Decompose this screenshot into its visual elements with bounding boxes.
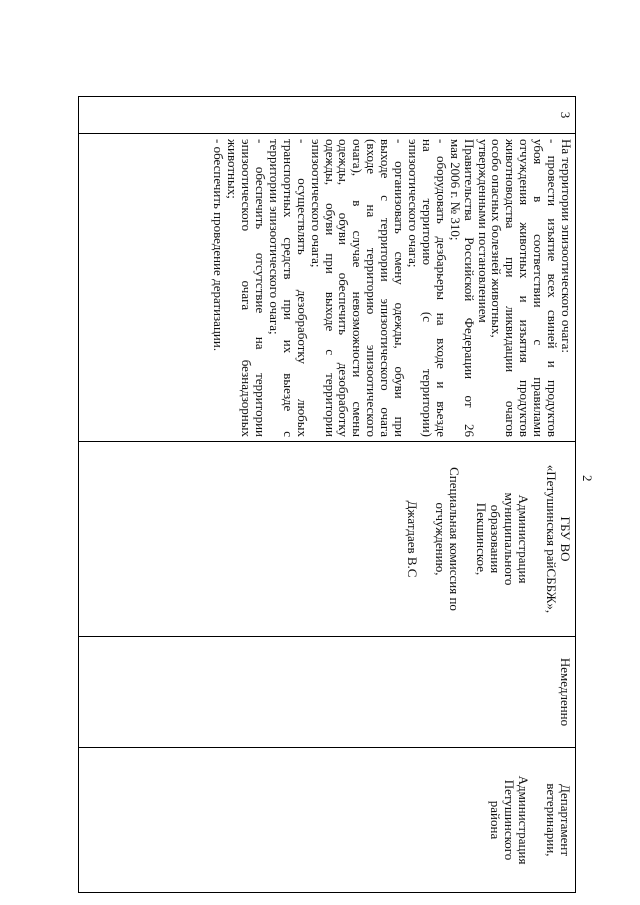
deadline-text: Немедленно — [558, 657, 573, 727]
measure-line: - обеспечить проведение дератизации. — [211, 139, 227, 352]
measure-line: территории эпизоотического очага; — [266, 139, 282, 335]
measure-line: мая 2006 г. № 310; — [447, 139, 463, 241]
text-line: Департамент — [558, 783, 573, 857]
row-number: 3 — [558, 111, 573, 119]
responsible-cell — [79, 442, 576, 637]
blank-line — [530, 445, 544, 633]
measure-line: эпизоотического очага; — [308, 139, 324, 268]
blank-line — [530, 752, 544, 888]
measure-line: эпизоотического очага безнадзорных — [239, 139, 255, 437]
text-line: Специальная комиссия по — [446, 467, 462, 611]
measure-line: - осуществлять дезобработку любых — [294, 139, 310, 437]
measures-table — [78, 96, 576, 893]
text-line: муниципального — [502, 492, 518, 586]
measures-cell — [79, 134, 576, 442]
text-line: Пекшинское, — [474, 502, 490, 576]
page-number: 2 — [580, 475, 595, 482]
measure-line: отчуждения животных и изъятия продуктов — [517, 139, 533, 437]
measures-list — [211, 139, 559, 437]
measure-line: - оборудовать дезбарьеры на входе и въезде — [433, 139, 449, 437]
text-line: Администрация — [516, 494, 532, 584]
deadline-cell — [79, 637, 576, 748]
control-cell — [79, 748, 576, 893]
responsible-list — [405, 445, 572, 633]
table-row — [79, 97, 576, 893]
measure-line: - обеспечить отсутствие на территории — [253, 139, 269, 437]
measure-line: одежды, обуви при выходе с территории — [322, 139, 338, 437]
text-line: Петушинского — [502, 779, 518, 861]
blank-line — [419, 445, 433, 633]
measure-line: одежды, обуви обеспечить дезобработку — [336, 139, 352, 437]
text-line: ветеринарии, — [544, 783, 560, 857]
text-line: ГБУ ВО — [558, 516, 573, 562]
text-line: образования — [488, 504, 504, 574]
control-list — [488, 752, 572, 888]
measure-line: очага), в случае невозможности смены — [350, 139, 366, 437]
measure-line: животных; — [225, 139, 241, 199]
measure-line: эпизоотического очага; — [406, 139, 422, 268]
measure-line: (входе на территорию эпизоотического — [364, 139, 380, 437]
row-number-cell — [79, 97, 576, 134]
measure-line: - организовать смену одежды, обуви при — [392, 139, 408, 437]
measure-line: особо опасных болезней животных, — [489, 139, 505, 338]
text-line: района — [488, 800, 504, 840]
text-line: Администрация — [516, 775, 532, 865]
text-line: Джатдаев В.С — [404, 500, 420, 578]
measure-line: на территорию (с территории) — [419, 139, 435, 437]
measure-line: выходе с территории эпизоотического очага — [378, 139, 394, 437]
text-line: отчуждению, — [432, 502, 448, 576]
measure-line: утвержденными постановлением — [475, 139, 491, 323]
measure-line: - провести изъятие всех свиней и продуктов — [545, 139, 561, 437]
text-line: «Петушинская райСББЖ», — [544, 464, 560, 614]
blank-line — [461, 445, 475, 633]
measure-line: животноводства при ликвидации очагов — [503, 139, 519, 437]
measure-line: убоя в соответствии с правилами — [531, 139, 547, 437]
measure-line: транспортных средств при их выезде с — [280, 139, 296, 437]
measure-line: Правительства Российской Федерации от 26 — [461, 139, 477, 437]
measures-heading: На территории эпизоотического очага: — [559, 139, 574, 354]
